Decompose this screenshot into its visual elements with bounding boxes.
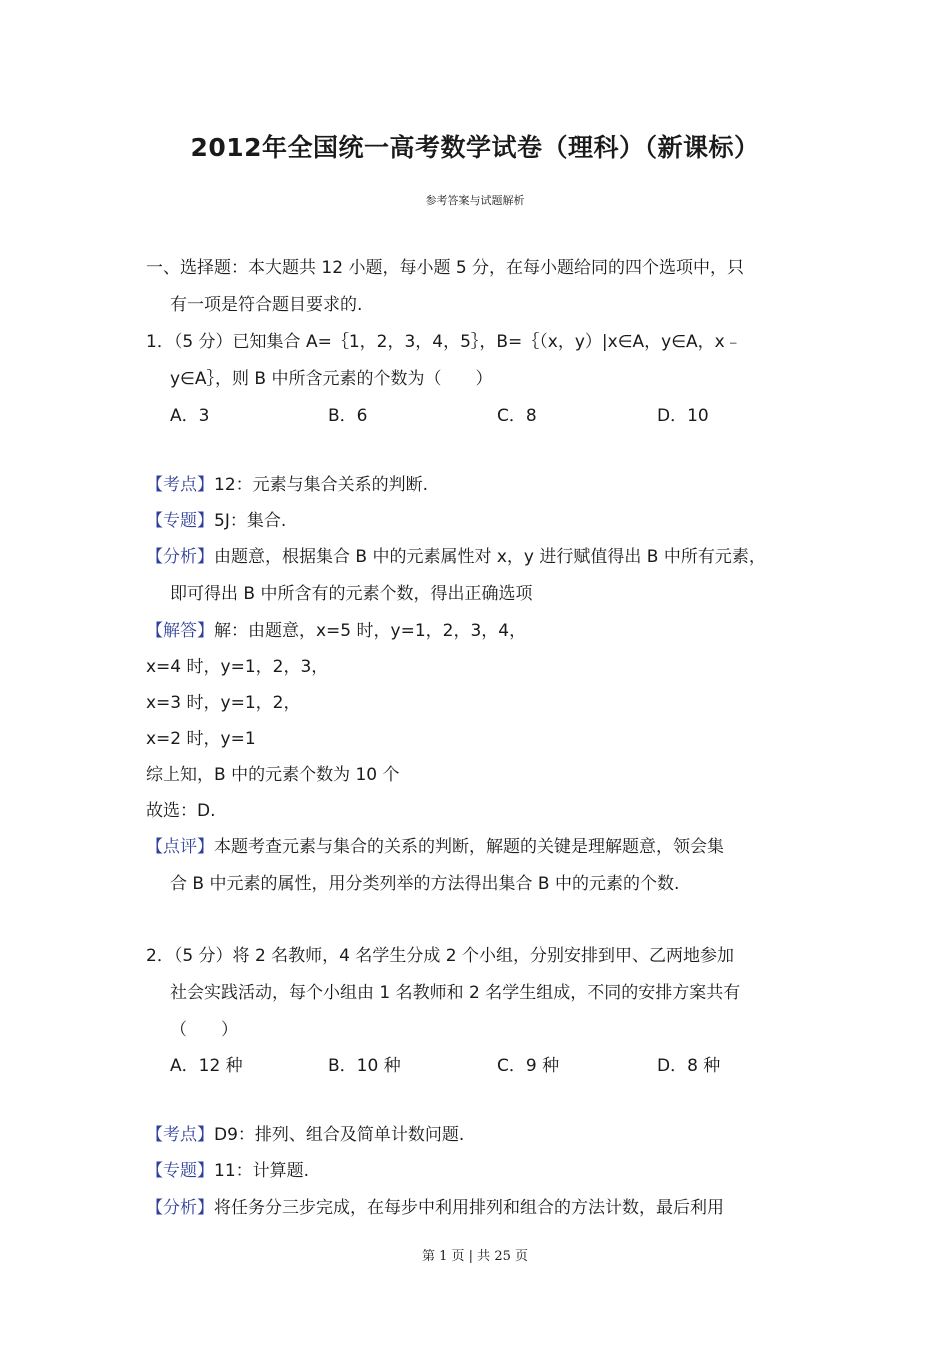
page-subtitle: 参考答案与试题解析 bbox=[425, 194, 525, 207]
q2-fenxi bbox=[146, 1197, 724, 1219]
page-footer: 第 1 页 | 共 25 页 bbox=[422, 1249, 528, 1264]
q1-kaodian bbox=[146, 474, 428, 496]
section-heading-line1: 一、选择题：本大题共 12 小题，每小题 5 分，在每小题给同的四个选项中，只 bbox=[146, 258, 745, 278]
q2-fenxi-tag: 【分析】 bbox=[146, 1198, 214, 1218]
q1-kaodian-tag: 【考点】 bbox=[146, 475, 214, 495]
q1-option-b: B．6 bbox=[328, 406, 368, 426]
q1-fenxi bbox=[146, 546, 766, 568]
q1-kaodian-text: 12：元素与集合关系的判断. bbox=[214, 475, 429, 495]
q1-jieda bbox=[146, 620, 526, 642]
q2-option-a: A．12 种 bbox=[170, 1056, 243, 1076]
q1-stem-line2: y∈A｝，则 B 中所含元素的个数为（ ） bbox=[170, 369, 493, 389]
q2-fenxi-text1: 将任务分三步完成，在每步中利用排列和组合的方法计数，最后利用 bbox=[214, 1198, 724, 1218]
q1-fenxi-tag: 【分析】 bbox=[146, 547, 214, 567]
q1-option-d: D．10 bbox=[657, 406, 709, 426]
q1-jieda-line2: x=4 时，y=1，2，3， bbox=[146, 657, 329, 677]
q2-kaodian-tag: 【考点】 bbox=[146, 1125, 214, 1145]
q1-zhuanti-tag: 【专题】 bbox=[146, 511, 214, 531]
q2-option-b: B．10 种 bbox=[328, 1056, 401, 1076]
q1-jieda-line4: x=2 时，y=1 bbox=[146, 729, 256, 749]
q2-stem-line1: 2．（5 分）将 2 名教师，4 名学生分成 2 个小组，分别安排到甲、乙两地参加 bbox=[146, 946, 735, 966]
q1-jieda-line5: 综上知，B 中的元素个数为 10 个 bbox=[146, 765, 400, 785]
q1-dianping-text1: 本题考查元素与集合的关系的判断，解题的关键是理解题意，领会集 bbox=[214, 837, 724, 857]
q1-fenxi-text1: 由题意，根据集合 B 中的元素属性对 x，y 进行赋值得出 B 中所有元素， bbox=[214, 547, 766, 567]
q1-zhuanti bbox=[146, 510, 286, 532]
q2-zhuanti-text: 11：计算题. bbox=[214, 1161, 310, 1181]
q1-fenxi-line2: 即可得出 B 中所含有的元素个数，得出正确选项 bbox=[170, 584, 533, 604]
q2-option-c: C．9 种 bbox=[497, 1056, 560, 1076]
section-heading-line2: 有一项是符合题目要求的. bbox=[170, 295, 363, 315]
q1-jieda-tag: 【解答】 bbox=[146, 621, 214, 641]
q2-stem-line3: （ ） bbox=[170, 1020, 238, 1040]
q1-dianping-tag: 【点评】 bbox=[146, 837, 214, 857]
q1-dianping-line2: 合 B 中元素的属性，用分类列举的方法得出集合 B 中的元素的个数. bbox=[170, 874, 680, 894]
q1-jieda-text1: 解：由题意，x=5 时，y=1，2，3，4， bbox=[214, 621, 527, 641]
q1-option-a: A．3 bbox=[170, 406, 210, 426]
q2-zhuanti-tag: 【专题】 bbox=[146, 1161, 214, 1181]
q1-stem-line1: 1．（5 分）已知集合 A=｛1，2，3，4，5｝，B=｛（x，y）|x∈A，y∈A，x﹣ bbox=[146, 332, 742, 352]
page-title: 2012年全国统一高考数学试卷（理科）（新课标） bbox=[190, 133, 760, 162]
q2-kaodian-text: D9：排列、组合及简单计数问题. bbox=[214, 1125, 465, 1145]
q1-zhuanti-text: 5J：集合. bbox=[214, 511, 287, 531]
q1-option-c: C．8 bbox=[497, 406, 537, 426]
q2-zhuanti bbox=[146, 1160, 309, 1182]
q2-kaodian bbox=[146, 1124, 464, 1146]
q2-option-d: D．8 种 bbox=[657, 1056, 721, 1076]
q1-jieda-line3: x=3 时，y=1，2， bbox=[146, 693, 301, 713]
q1-jieda-line6: 故选：D. bbox=[146, 801, 216, 821]
q2-stem-line2: 社会实践活动，每个小组由 1 名教师和 2 名学生组成，不同的安排方案共有 bbox=[170, 983, 741, 1003]
q1-dianping bbox=[146, 836, 724, 858]
